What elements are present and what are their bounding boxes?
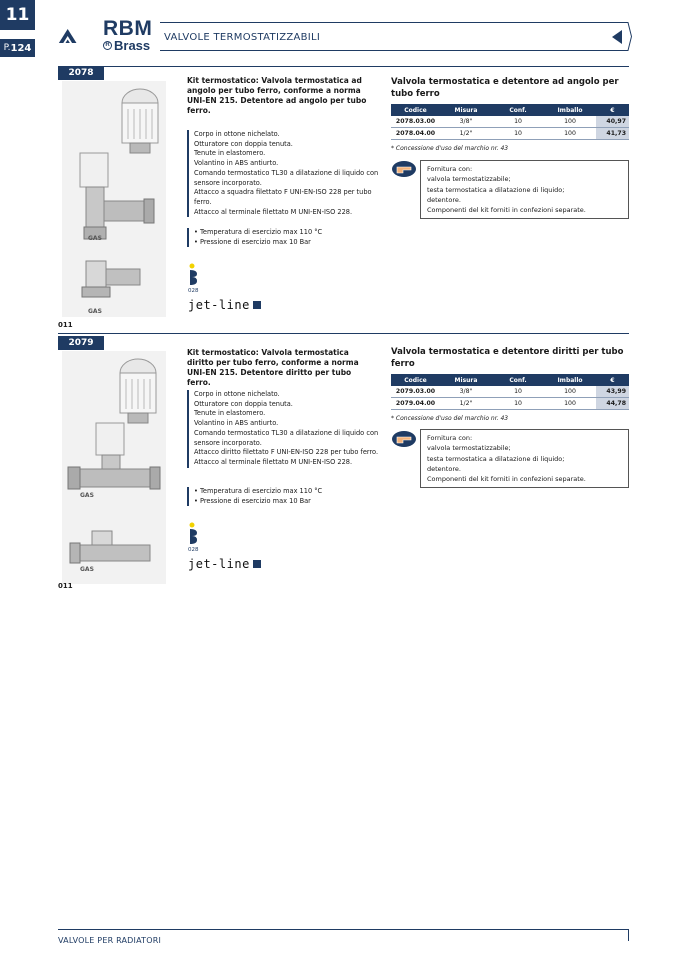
kit-supply-box <box>420 160 629 219</box>
pointing-hand-icon <box>391 160 417 178</box>
jetline-text: jet-line <box>188 298 250 312</box>
jetline-logo <box>188 557 261 571</box>
brand-logo <box>103 18 152 52</box>
kit-supply-box <box>420 429 629 488</box>
brand-sub-wrap <box>103 39 152 52</box>
description-line: Attacco a squadra filettato F UNI-EN-ISO 228 per tubo ferro. <box>194 188 372 206</box>
gas-label: GAS <box>88 235 102 242</box>
description-line: Volantino in ABS antiurto. <box>194 419 279 428</box>
description-list <box>187 390 379 468</box>
column-header: Imballo <box>557 376 583 384</box>
column-header: Codice <box>404 106 427 114</box>
jetline-icon <box>253 301 261 309</box>
cell-size: 3/8" <box>459 118 473 125</box>
section-number: 011 <box>58 321 73 329</box>
cell-size: 3/8" <box>459 388 473 395</box>
table-header <box>391 374 629 386</box>
cell-price: 43,99 <box>596 386 629 397</box>
spec-bullet: • Pressione di esercizio max 10 Bar <box>194 238 311 246</box>
table-title: Valvola termostatica e detentore diritti per tubo ferro <box>391 347 624 369</box>
chapter-tab <box>0 0 35 30</box>
footer-divider <box>58 929 629 930</box>
table-row <box>391 386 629 398</box>
column-header: Misura <box>454 106 478 114</box>
table-row <box>391 128 629 140</box>
cell-code: 2079.03.00 <box>395 388 436 395</box>
gas-label: GAS <box>88 308 102 315</box>
column-header: Codice <box>404 376 427 384</box>
cell-pack: 100 <box>564 388 576 395</box>
cell-pack: 100 <box>564 130 576 137</box>
page-prefix: P. <box>3 43 11 53</box>
description-line: Corpo in ottone nichelato. <box>194 130 280 138</box>
column-header: Imballo <box>557 106 583 114</box>
price-table <box>391 374 629 410</box>
spec-bullets <box>187 228 379 247</box>
brand-name: RBM <box>103 17 153 40</box>
jetline-text: jet-line <box>188 557 250 571</box>
cert-label: 028 <box>188 288 199 293</box>
kit-title: Kit termostatico: Valvola termostatica diritto per tubo ferro, conforme a norma UNI-EN 215. Detentore diritto per tubo ferro. <box>187 348 359 387</box>
product-photo-2079 <box>62 351 166 584</box>
description-line: Tenute in elastomero. <box>194 409 266 418</box>
description-line: Tenute in elastomero. <box>194 149 266 158</box>
description-line: Volantino in ABS antiurto. <box>194 159 279 168</box>
cell-price: 44,78 <box>596 398 629 409</box>
cell-conf: 10 <box>514 400 522 407</box>
cell-size: 1/2" <box>459 400 473 407</box>
cell-pack: 100 <box>564 400 576 407</box>
cell-price: 40,97 <box>596 116 629 127</box>
trademark-note: * Concessione d'uso del marchio nr. 43 <box>391 415 509 422</box>
column-header: Misura <box>454 376 478 384</box>
description-line: Attacco al terminale filettato M UNI-EN-ISO 228. <box>194 457 353 466</box>
kit-box-line: detentore. <box>427 464 461 473</box>
table-header <box>391 104 629 116</box>
footer-category: VALVOLE PER RADIATORI <box>58 936 162 945</box>
section-divider <box>58 333 629 334</box>
header-cap <box>622 22 632 51</box>
column-header: € <box>610 106 615 114</box>
price-table <box>391 104 629 140</box>
kit-box-line: Fornitura con: <box>427 434 473 442</box>
chapter-number: 11 <box>5 5 30 25</box>
kit-title: Kit termostatico: Valvola termostatica ad angolo per tubo ferro, conforme a norma UNI-EN 215. Detentore ad angolo per tubo ferro. <box>187 76 367 115</box>
page-title: VALVOLE TERMOSTATIZZABILI <box>164 32 321 43</box>
brand-sub: Brass <box>114 38 151 53</box>
kit-box-line: Fornitura con: <box>427 165 473 173</box>
description-list <box>187 130 379 217</box>
cell-conf: 10 <box>514 130 522 137</box>
page-tab <box>0 39 35 57</box>
table-row <box>391 398 629 410</box>
gas-label: GAS <box>80 566 94 573</box>
kit-box-line: valvola termostatizzabile; <box>427 175 511 184</box>
jetline-icon <box>253 560 261 568</box>
table-row <box>391 116 629 128</box>
description-line: Comando termostatico TL30 a dilatazione di liquido con sensore incorporato. <box>194 168 379 187</box>
product-code-tab <box>58 336 104 350</box>
cell-size: 1/2" <box>459 130 473 137</box>
product-code: 2079 <box>68 338 94 348</box>
column-header: € <box>610 376 615 384</box>
cell-code: 2078.04.00 <box>395 130 436 137</box>
table-title: Valvola termostatica e detentore ad angolo per tubo ferro <box>391 77 619 99</box>
registered-icon: R <box>103 41 112 50</box>
page-number: 124 <box>10 42 32 54</box>
cell-conf: 10 <box>514 388 522 395</box>
spec-bullet: • Pressione di esercizio max 10 Bar <box>194 497 311 505</box>
product-code-tab <box>58 66 104 80</box>
description-line: Attacco al terminale filettato M UNI-EN-ISO 228. <box>194 207 353 216</box>
valve-straight-illustration <box>62 351 166 584</box>
kit-box-line: Componenti del kit forniti in confezioni separate. <box>427 206 586 215</box>
section-divider <box>58 66 629 67</box>
kit-box-line: valvola termostatizzabile; <box>427 444 511 453</box>
description-line: Otturatore con doppia tenuta. <box>194 139 293 148</box>
column-header: Conf. <box>509 376 527 384</box>
cell-price: 41,73 <box>596 128 629 139</box>
column-header: Conf. <box>509 106 527 114</box>
certification-mark-icon <box>188 263 202 293</box>
description-line: Attacco diritto filettato F UNI-EN-ISO 228 per tubo ferro. <box>194 448 379 457</box>
spec-bullet: • Temperatura di esercizio max 110 °C <box>194 487 322 495</box>
kit-box-line: Componenti del kit forniti in confezioni separate. <box>427 475 586 484</box>
cell-code: 2078.03.00 <box>395 118 436 125</box>
section-number: 011 <box>58 582 73 590</box>
cell-conf: 10 <box>514 118 522 125</box>
valve-angle-illustration <box>62 81 166 317</box>
pointing-hand-icon <box>391 430 417 448</box>
jetline-logo <box>188 298 261 312</box>
cell-pack: 100 <box>564 118 576 125</box>
kit-box-line: detentore. <box>427 195 461 204</box>
description-line: Corpo in ottone nichelato. <box>194 390 280 398</box>
kit-box-line: testa termostatica a dilatazione di liquido; <box>427 185 565 194</box>
rbm-logo-icon <box>58 18 102 54</box>
certification-mark-icon <box>188 522 202 552</box>
description-line: Otturatore con doppia tenuta. <box>194 399 293 408</box>
kit-box-line: testa termostatica a dilatazione di liquido; <box>427 454 565 463</box>
description-line: Comando termostatico TL30 a dilatazione di liquido con sensore incorporato. <box>194 428 379 447</box>
footer-cap <box>628 929 629 941</box>
spec-bullets <box>187 487 379 506</box>
back-arrow-icon[interactable] <box>612 30 622 44</box>
product-code: 2078 <box>68 68 94 78</box>
gas-label: GAS <box>80 492 94 499</box>
cell-code: 2079.04.00 <box>395 400 436 407</box>
spec-bullet: • Temperatura di esercizio max 110 °C <box>194 228 322 236</box>
cert-label: 028 <box>188 547 199 552</box>
trademark-note: * Concessione d'uso del marchio nr. 43 <box>391 145 509 152</box>
product-photo-2078 <box>62 81 166 317</box>
